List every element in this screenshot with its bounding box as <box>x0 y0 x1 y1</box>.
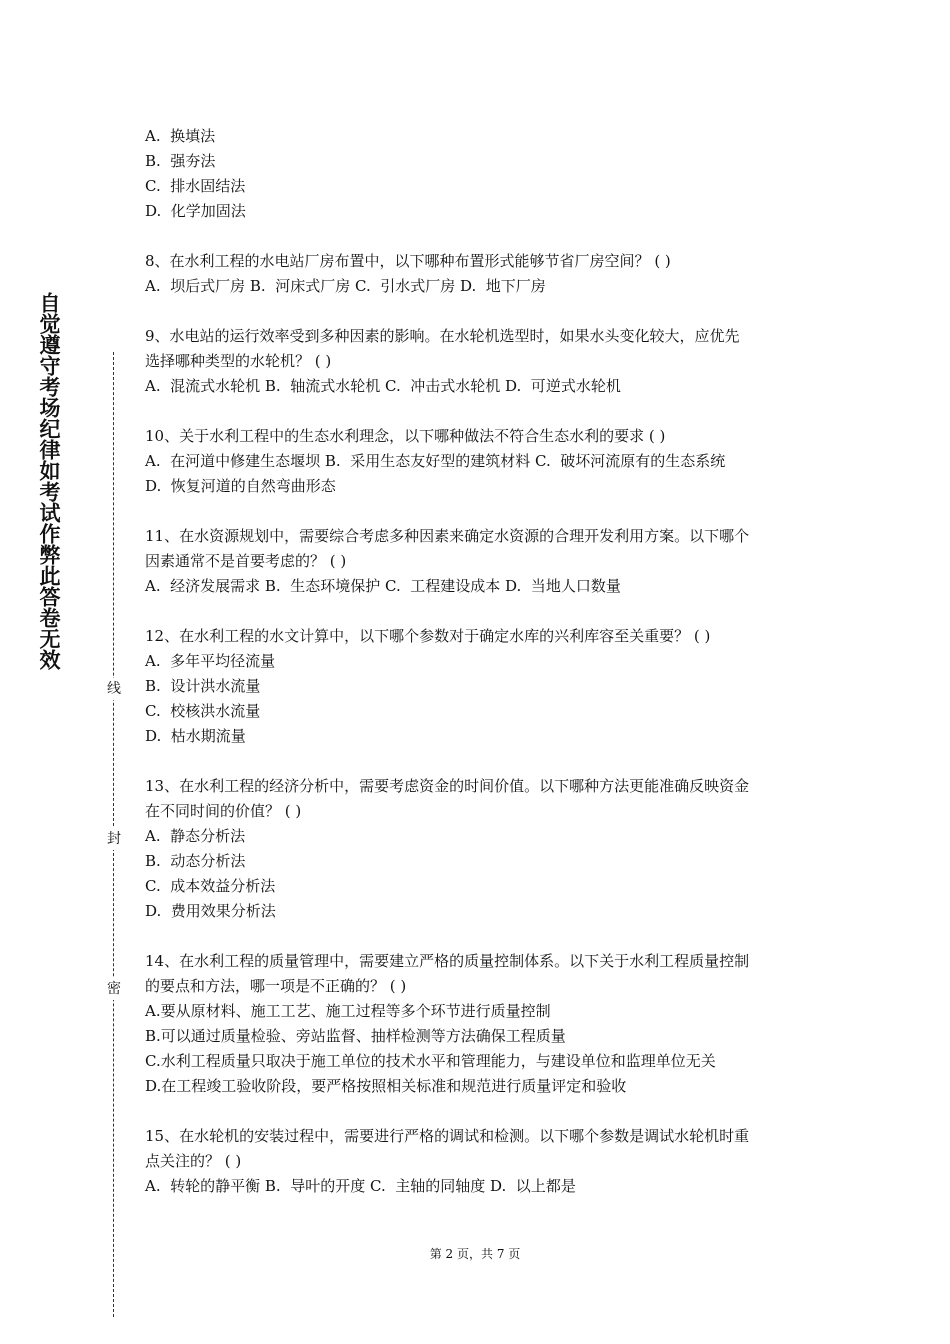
page-footer: 第 2 页，共 7 页 <box>429 1247 521 1261</box>
question-block <box>145 624 815 749</box>
question-line: 10、关于水利工程中的生态水利理念，以下哪种做法不符合生态水利的要求 ( ) <box>145 427 666 445</box>
question-line: C. 校核洪水流量 <box>145 702 261 720</box>
question-line: A. 换填法 <box>145 127 216 145</box>
question-line: A. 转轮的静平衡 B. 导叶的开度 C. 主轴的同轴度 D. 以上都是 <box>145 1177 576 1195</box>
question-block <box>145 249 815 299</box>
question-line: 的要点和方法，哪一项是不正确的？ ( ) <box>145 977 407 995</box>
question-line: A. 在河道中修建生态堰坝 B. 采用生态友好型的建筑材料 C. 破坏河流原有的生态系统 <box>145 452 726 470</box>
question-line: A.要从原材料、施工工艺、施工过程等多个环节进行质量控制 <box>145 1002 551 1020</box>
question-line: D. 枯水期流量 <box>145 727 246 745</box>
question-line: C.水利工程质量只取决于施工单位的技术水平和管理能力，与建设单位和监理单位无关 <box>145 1052 716 1070</box>
question-line: B. 强夯法 <box>145 152 216 170</box>
question-block <box>145 774 815 924</box>
seal-mark-seal: 封 <box>104 828 124 850</box>
question-line: B.可以通过质量检验、旁站监督、抽样检测等方法确保工程质量 <box>145 1027 566 1045</box>
question-line: 14、在水利工程的质量管理中，需要建立严格的质量控制体系。以下关于水利工程质量控制 <box>145 952 750 970</box>
question-block <box>145 524 815 599</box>
question-line: 12、在水利工程的水文计算中，以下哪个参数对于确定水库的兴利库容至关重要？ ( ) <box>145 627 711 645</box>
question-line: A. 经济发展需求 B. 生态环境保护 C. 工程建设成本 D. 当地人口数量 <box>145 577 621 595</box>
question-line: 点关注的？ ( ) <box>145 1152 242 1170</box>
question-line: D. 恢复河道的自然弯曲形态 <box>145 477 336 495</box>
side-title: 自觉遵守考场纪律如考试作弊此答卷无效 <box>37 292 61 670</box>
question-line: A. 多年平均径流量 <box>145 652 276 670</box>
question-line: 15、在水轮机的安装过程中，需要进行严格的调试和检测。以下哪个参数是调试水轮机时重 <box>145 1127 750 1145</box>
question-block <box>145 1124 815 1199</box>
question-line: A. 混流式水轮机 B. 轴流式水轮机 C. 冲击式水轮机 D. 可逆式水轮机 <box>145 377 621 395</box>
question-list <box>145 124 815 1224</box>
question-line: A. 静态分析法 <box>145 827 246 845</box>
question-block <box>145 124 815 224</box>
question-line: 选择哪种类型的水轮机？ ( ) <box>145 352 332 370</box>
question-line: D.在工程竣工验收阶段，要严格按照相关标准和规范进行质量评定和验收 <box>145 1077 627 1095</box>
question-line: 8、在水利工程的水电站厂房布置中，以下哪种布置形式能够节省厂房空间？ ( ) <box>145 252 671 270</box>
question-block <box>145 949 815 1099</box>
question-block <box>145 424 815 499</box>
question-block <box>145 324 815 399</box>
question-line: B. 动态分析法 <box>145 852 246 870</box>
question-line: 在不同时间的价值？ ( ) <box>145 802 302 820</box>
seal-mark-secret: 密 <box>104 978 124 1000</box>
question-line: C. 成本效益分析法 <box>145 877 276 895</box>
question-line: 11、在水资源规划中，需要综合考虑多种因素来确定水资源的合理开发利用方案。以下哪个 <box>145 527 750 545</box>
question-line: C. 排水固结法 <box>145 177 246 195</box>
question-line: D. 费用效果分析法 <box>145 902 276 920</box>
question-line: 因素通常不是首要考虑的？ ( ) <box>145 552 347 570</box>
question-line: B. 设计洪水流量 <box>145 677 261 695</box>
seal-mark-line: 线 <box>104 678 124 700</box>
question-line: D. 化学加固法 <box>145 202 246 220</box>
question-line: A. 坝后式厂房 B. 河床式厂房 C. 引水式厂房 D. 地下厂房 <box>145 277 546 295</box>
question-line: 13、在水利工程的经济分析中，需要考虑资金的时间价值。以下哪种方法更能准确反映资金 <box>145 777 750 795</box>
question-line: 9、水电站的运行效率受到多种因素的影响。在水轮机选型时，如果水头变化较大，应优先 <box>145 327 740 345</box>
